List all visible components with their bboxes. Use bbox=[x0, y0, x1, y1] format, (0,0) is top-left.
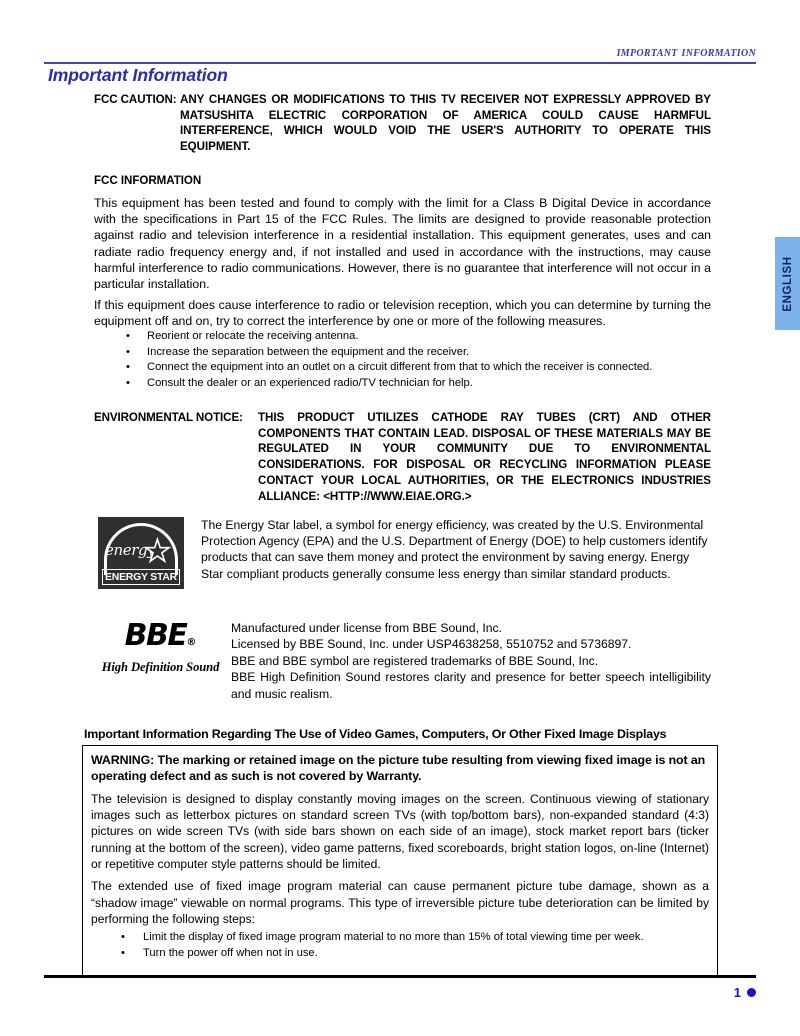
fixed-image-heading: Important Information Regarding The Use of Video Games, Computers, Or Other Fixed Image Displays bbox=[84, 727, 667, 741]
energy-star-section bbox=[98, 517, 711, 582]
energy-star-plate-label: ENERGY STAR bbox=[105, 571, 177, 583]
list-item-label: Limit the display of fixed image program material to no more than 15% of total viewing time per week. bbox=[143, 931, 644, 944]
bbe-description bbox=[231, 620, 711, 702]
list-item-label: Increase the separation between the equipment and the receiver. bbox=[147, 345, 470, 358]
list-item bbox=[120, 360, 711, 376]
bullet-icon: • bbox=[126, 330, 130, 342]
energy-star-plate bbox=[102, 569, 180, 585]
list-item bbox=[120, 329, 711, 345]
list-item-label: Connect the equipment into an outlet on a circuit different from that to which the receiver is connected. bbox=[147, 361, 653, 374]
bullet-icon: • bbox=[121, 947, 125, 960]
environmental-notice-section bbox=[94, 410, 711, 504]
list-item bbox=[115, 929, 709, 945]
warning-paragraph-1: The television is designed to display constantly moving images on the screen. Continuous viewing of stationary images such as letterbox pictures on standard screen TVs (with top/bottom bars), non-expanded standard (4:3) pictures on wide screen TVs (with side bars shown on each side of an image), stock market report bars (ticker running at the bottom of the screen), video game patterns, fixed scoreboards, bright station logos, on-line (Internet) or repetitive computer style patterns should be limited. bbox=[91, 791, 709, 871]
fcc-information-paragraph-1: This equipment has been tested and found to comply with the limit for a Class B Digital Device in accordance with the specifications in Part 15 of the FCC Rules. The limits are designed to provide reasonable protection against radio and television interference in a residential installation. This equipment generates, uses and can radiate radio frequency energy and, if not installed and used in accordance with the instructions, may cause harmful interference to radio communications. However, there is no guarantee that interference will not occur in a particular installation. bbox=[94, 196, 711, 292]
fcc-caution-text: ANY CHANGES OR MODIFICATIONS TO THIS TV RECEIVER NOT EXPRESSLY APPROVED BY MATSUSHITA ELECTRIC CORPORATION OF AMERICA COULD CAUSE HARMFUL INTERFERENCE, WHICH WOULD VOID THE USER'S AUTHORITY TO OPERATE THIS EQUIPMENT. bbox=[180, 93, 711, 153]
list-item-label: Turn the power off when not in use. bbox=[143, 947, 318, 960]
environmental-notice-text: THIS PRODUCT UTILIZES CATHODE RAY TUBES (CRT) AND OTHER COMPONENTS THAT CONTAIN LEAD. DISPOSAL OF THESE MATERIALS MAY BE REGULATED IN YOUR COMMUNITY DUE TO ENVIRONMENTAL CONSIDERATIONS. FOR DISPOSAL OR RECYCLING INFORMATION PLEASE CONTACT YOUR LOCAL AUTHORITIES, OR THE ELECTRONICS INDUSTRIES ALLIANCE: <HTTP://WWW.EIAE.ORG.> bbox=[258, 411, 711, 503]
warning-box bbox=[82, 745, 718, 978]
warning-paragraph-2: The extended use of fixed image program material can cause permanent picture tube damage, shown as a “shadow image” viewable on normal programs. This type of irreversible picture tube deterioration can be limited by performing the following steps: bbox=[91, 879, 709, 926]
bullet-icon: • bbox=[121, 931, 125, 944]
bbe-line: Licensed by BBE Sound, Inc. under USP4638258, 5510752 and 5736897. bbox=[231, 637, 632, 652]
warning-headline: WARNING: The marking or retained image on the picture tube resulting from viewing fixed image is not an operating defect and as such is not covered by Warranty. bbox=[91, 753, 706, 784]
footer-dot-icon bbox=[747, 988, 756, 997]
language-tab-label: ENGLISH bbox=[781, 255, 794, 312]
fcc-information-heading: FCC INFORMATION bbox=[94, 174, 202, 187]
bbe-logo-tagline: High Definition Sound bbox=[101, 660, 220, 674]
bullet-icon: • bbox=[126, 376, 130, 389]
fcc-measures-list bbox=[120, 329, 711, 391]
bullet-icon: • bbox=[126, 361, 130, 374]
list-item-label: Reorient or relocate the receiving antenna. bbox=[147, 330, 359, 342]
list-item bbox=[120, 345, 711, 361]
list-item bbox=[120, 376, 711, 392]
energy-star-description: The Energy Star label, a symbol for energy efficiency, was created by the U.S. Environmental Protection Agency (EPA) and the U.S. Department of Energy (DOE) to help customers identify products that can save them money and protect the environment by saving energy. Energy Star compliant products generally consume less energy than similar standard products. bbox=[201, 518, 708, 581]
bbe-section bbox=[98, 620, 711, 702]
bbe-line: BBE High Definition Sound restores clarity and presence for better speech intelligibility and music realism. bbox=[231, 670, 711, 701]
running-header bbox=[44, 44, 756, 64]
warning-steps-list bbox=[115, 929, 709, 961]
fcc-caution-section bbox=[94, 92, 711, 154]
bbe-logo-mark-text: BBE bbox=[124, 618, 187, 653]
running-header-title: important information bbox=[616, 44, 756, 60]
list-item-label: Consult the dealer or an experienced radio/TV technician for help. bbox=[147, 376, 473, 389]
page-title: Important Information bbox=[48, 65, 228, 85]
energy-star-logo-icon bbox=[98, 517, 184, 589]
footer-page-indicator bbox=[734, 985, 756, 1000]
footer-divider bbox=[44, 975, 756, 978]
star-icon: ★ bbox=[144, 535, 171, 568]
bullet-icon: • bbox=[126, 345, 130, 358]
bbe-logo-mark bbox=[98, 620, 223, 658]
page-number: 1 bbox=[733, 985, 741, 1000]
fcc-information-paragraph-2: If this equipment does cause interference to radio or television reception, which you can determine by turning the equipment off and on, try to correct the interference by one or more of the following measures. bbox=[94, 298, 711, 329]
language-tab-english bbox=[775, 237, 800, 330]
energy-star-script-word: energy bbox=[105, 541, 156, 559]
bbe-line: BBE and BBE symbol are registered trademarks of BBE Sound, Inc. bbox=[231, 653, 599, 668]
bbe-logo-icon bbox=[98, 620, 223, 675]
bbe-line: Manufactured under license from BBE Sound, Inc. bbox=[231, 621, 502, 635]
header-divider bbox=[44, 62, 756, 64]
registered-trademark-icon: ® bbox=[186, 637, 197, 648]
list-item bbox=[115, 945, 709, 961]
environmental-notice-label: ENVIRONMENTAL NOTICE: bbox=[94, 411, 243, 424]
fcc-caution-label: FCC CAUTION: bbox=[94, 93, 177, 106]
